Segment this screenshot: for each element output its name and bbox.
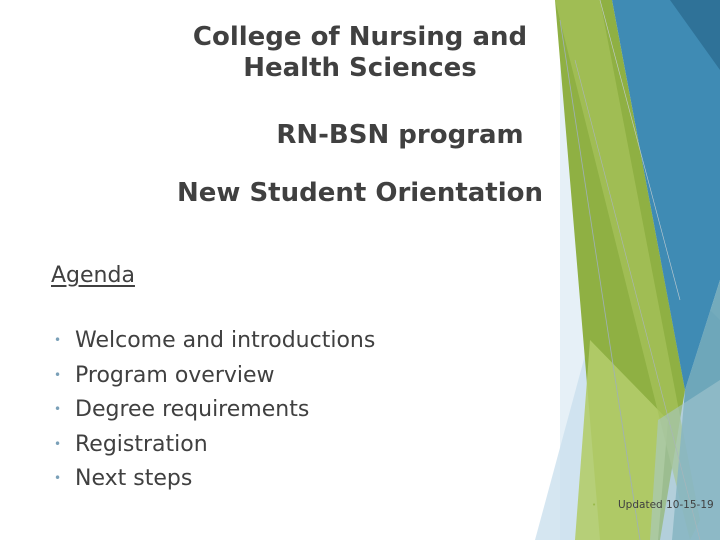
bullet-icon: • <box>54 436 62 451</box>
orientation-title: New Student Orientation <box>176 178 544 208</box>
agenda-item-label: Degree requirements <box>75 397 310 422</box>
agenda-item-label: Next steps <box>75 466 193 491</box>
updated-date-label: Updated 10-15-19 <box>618 499 714 511</box>
agenda-item-label: Welcome and introductions <box>75 328 376 353</box>
title-line-1: College of Nursing and <box>192 22 528 52</box>
program-title: RN-BSN program <box>276 120 524 150</box>
agenda-item-welcome <box>54 324 375 359</box>
agenda-item-label: Registration <box>75 431 208 457</box>
agenda-item-next-steps <box>54 462 375 497</box>
bullet-icon: • <box>592 501 597 509</box>
title-line-2: Health Sciences <box>243 53 477 83</box>
agenda-item-label: Program overview <box>75 362 275 388</box>
agenda-item-program-overview <box>54 359 375 394</box>
agenda-item-degree-requirements <box>54 393 375 428</box>
agenda-item-registration <box>54 428 375 463</box>
agenda-list <box>54 324 375 497</box>
agenda-heading: Agenda <box>51 263 135 288</box>
bullet-icon: • <box>54 367 62 382</box>
bullet-icon: • <box>54 333 62 347</box>
bullet-icon: • <box>54 402 62 416</box>
updated-note <box>592 498 714 512</box>
bullet-icon: • <box>54 471 62 485</box>
